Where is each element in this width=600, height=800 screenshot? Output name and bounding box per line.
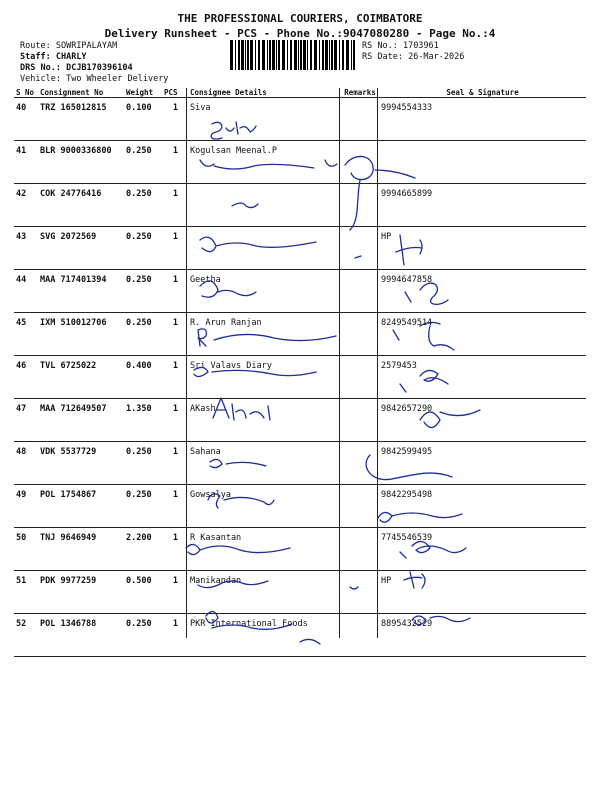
row-sno: 51 bbox=[14, 571, 38, 614]
pcs: 1 bbox=[162, 270, 188, 313]
rs-date-value: 26-Mar-2026 bbox=[408, 52, 465, 62]
weight: 0.250 bbox=[124, 227, 162, 270]
row-sno: 49 bbox=[14, 485, 38, 528]
consignment-no: TRZ 165012815 bbox=[38, 98, 124, 141]
company-title: THE PROFESSIONAL COURIERS, COIMBATORE bbox=[177, 12, 423, 25]
weight: 0.250 bbox=[124, 141, 162, 184]
pcs: 1 bbox=[162, 184, 188, 227]
weight: 2.200 bbox=[124, 528, 162, 571]
seal-signature: HP bbox=[379, 571, 586, 614]
weight: 0.500 bbox=[124, 571, 162, 614]
rs-date-line: RS Date: 26-Mar-2026 bbox=[362, 52, 465, 62]
pcs: 1 bbox=[162, 571, 188, 614]
row-sno: 48 bbox=[14, 442, 38, 485]
handwritten-marks bbox=[186, 122, 480, 644]
consignee-details: Manikandan bbox=[188, 571, 341, 614]
consignee-details: AKash bbox=[188, 399, 341, 442]
staff-value: CHARLY bbox=[55, 52, 87, 62]
weight: 1.350 bbox=[124, 399, 162, 442]
row-sno: 44 bbox=[14, 270, 38, 313]
row-sno: 40 bbox=[14, 98, 38, 141]
seal-signature: HP bbox=[379, 227, 586, 270]
consignment-no: VDK 5537729 bbox=[38, 442, 124, 485]
col-weight: Weight bbox=[124, 88, 162, 98]
consignment-no: MAA 712649507 bbox=[38, 399, 124, 442]
consignee-details: Kogulsan Meenal.P bbox=[188, 141, 341, 184]
row-sno: 42 bbox=[14, 184, 38, 227]
row-sno: 45 bbox=[14, 313, 38, 356]
col-remarks: Remarks bbox=[341, 88, 379, 98]
col-consignee: Consignee Details bbox=[188, 88, 341, 98]
weight: 0.250 bbox=[124, 270, 162, 313]
consignee-details: R Kasantan bbox=[188, 528, 341, 571]
weight: 0.400 bbox=[124, 356, 162, 399]
pcs: 1 bbox=[162, 356, 188, 399]
seal-signature: 9842599495 bbox=[379, 442, 586, 485]
seal-signature: 8895432529 bbox=[379, 614, 586, 657]
consignment-no: SVG 2072569 bbox=[38, 227, 124, 270]
weight: 0.250 bbox=[124, 184, 162, 227]
route-value: SOWRIPALAYAM bbox=[55, 41, 118, 51]
vehicle-value: Two Wheeler Delivery bbox=[66, 74, 169, 84]
seal-signature: 9994665899 bbox=[379, 184, 586, 227]
consignment-no: IXM 510012706 bbox=[38, 313, 124, 356]
consignment-no: PDK 9977259 bbox=[38, 571, 124, 614]
consignment-no: COK 24776416 bbox=[38, 184, 124, 227]
pcs: 1 bbox=[162, 528, 188, 571]
consignment-no: POL 1754867 bbox=[38, 485, 124, 528]
col-consignment: Consignment No bbox=[38, 88, 124, 98]
weight: 0.250 bbox=[124, 313, 162, 356]
weight: 0.250 bbox=[124, 614, 162, 657]
pcs: 1 bbox=[162, 442, 188, 485]
consignee-details: Geetha bbox=[188, 270, 341, 313]
col-sno: S No bbox=[14, 88, 38, 98]
route-line: Route: SOWRIPALAYAM bbox=[20, 41, 118, 51]
consignee-details: Gowsalya bbox=[188, 485, 341, 528]
vehicle-line: Vehicle: Two Wheeler Delivery bbox=[20, 74, 169, 84]
consignment-no: TNJ 9646949 bbox=[38, 528, 124, 571]
weight: 0.250 bbox=[124, 485, 162, 528]
consignee-details: PKR International Foods bbox=[188, 614, 341, 657]
weight: 0.250 bbox=[124, 442, 162, 485]
consignment-no: TVL 6725022 bbox=[38, 356, 124, 399]
seal-signature: 7745546539 bbox=[379, 528, 586, 571]
row-sno: 52 bbox=[14, 614, 38, 657]
drs-value: DCJB170396104 bbox=[66, 63, 133, 73]
staff-line: Staff: CHARLY bbox=[20, 52, 87, 62]
seal-signature: 8249549514 bbox=[379, 313, 586, 356]
consignee-details: R. Arun Ranjan bbox=[188, 313, 341, 356]
consignee-details: Sahana bbox=[188, 442, 341, 485]
seal-signature: 9842657290 bbox=[379, 399, 586, 442]
consignee-details: Sri Valavs Diary bbox=[188, 356, 341, 399]
pcs: 1 bbox=[162, 313, 188, 356]
row-sno: 47 bbox=[14, 399, 38, 442]
rs-no-line: RS No.: 1703961 bbox=[362, 41, 439, 51]
row-sno: 50 bbox=[14, 528, 38, 571]
pcs: 1 bbox=[162, 485, 188, 528]
seal-signature: 2579453 bbox=[379, 356, 586, 399]
consignee-details: Siva bbox=[188, 98, 341, 141]
seal-signature: 9994554333 bbox=[379, 98, 586, 141]
consignment-no: BLR 9000336800 bbox=[38, 141, 124, 184]
row-sno: 41 bbox=[14, 141, 38, 184]
pcs: 1 bbox=[162, 141, 188, 184]
row-sno: 46 bbox=[14, 356, 38, 399]
consignment-no: POL 1346788 bbox=[38, 614, 124, 657]
rs-no-value: 1703961 bbox=[402, 41, 439, 51]
col-signature: Seal & Signature bbox=[379, 88, 586, 98]
pcs: 1 bbox=[162, 98, 188, 141]
consignment-no: MAA 717401394 bbox=[38, 270, 124, 313]
drs-line: DRS No.: DCJB170396104 bbox=[20, 63, 133, 73]
pcs: 1 bbox=[162, 227, 188, 270]
runsheet-subtitle: Delivery Runsheet - PCS - Phone No.:9047080280 - Page No.:4 bbox=[104, 27, 496, 40]
row-sno: 43 bbox=[14, 227, 38, 270]
seal-signature: 9842295498 bbox=[379, 485, 586, 528]
pcs: 1 bbox=[162, 399, 188, 442]
weight: 0.100 bbox=[124, 98, 162, 141]
pcs: 1 bbox=[162, 614, 188, 657]
col-pcs: PCS bbox=[162, 88, 188, 98]
seal-signature: 9994647858 bbox=[379, 270, 586, 313]
